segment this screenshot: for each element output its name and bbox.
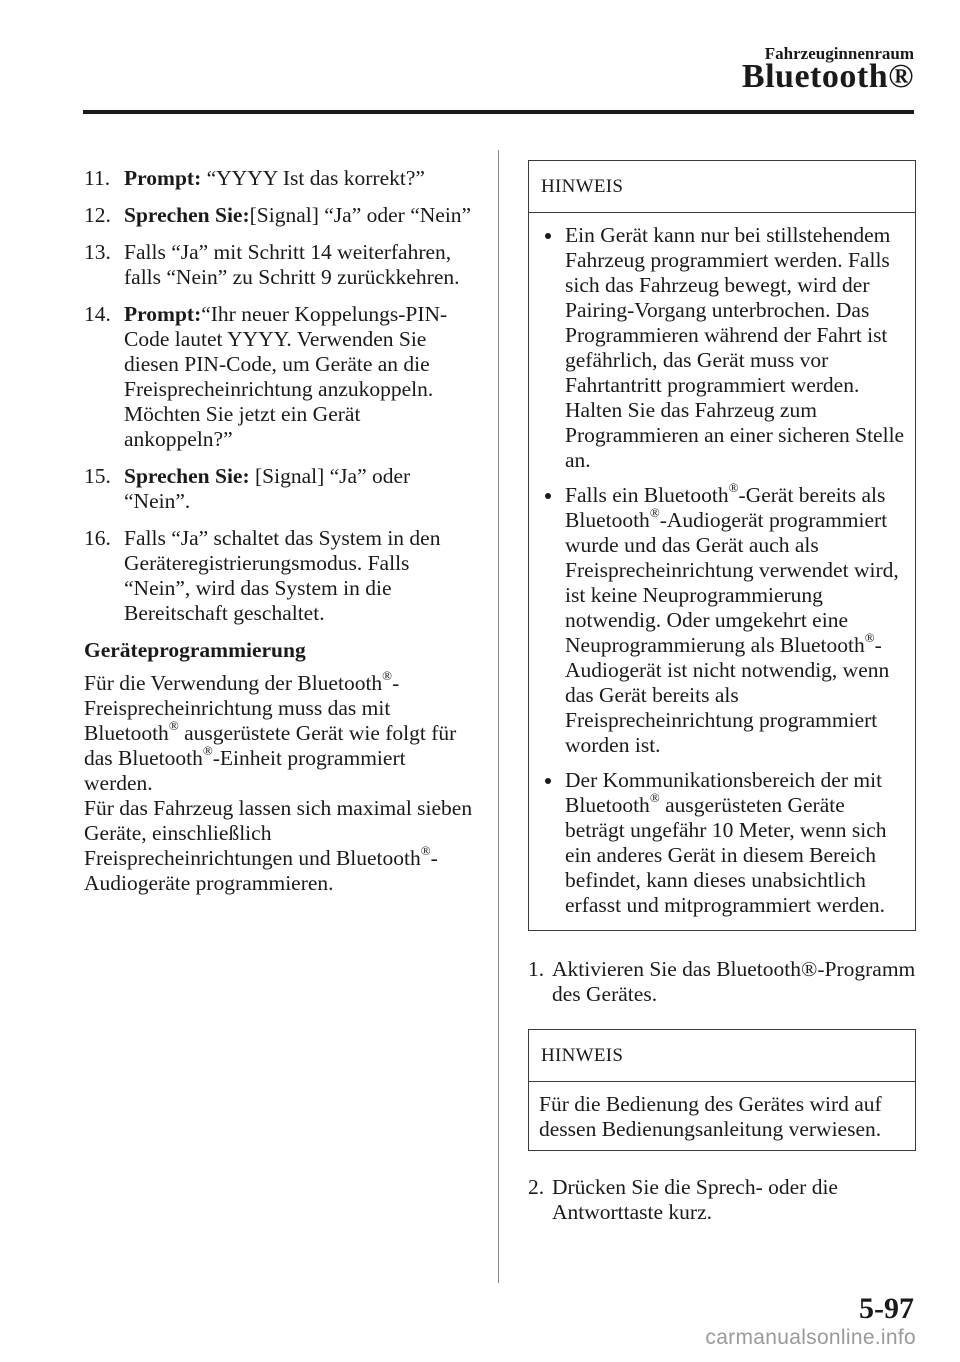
bullet-text: Der Kommunikationsbereich der mit Bluetooth bbox=[565, 768, 883, 817]
paragraph-text: -Einheit programmiert werden. bbox=[84, 746, 406, 795]
note-body bbox=[529, 213, 915, 930]
paragraph-text: ausgerüstete Gerät wie folgt für das Bluetooth bbox=[84, 721, 457, 770]
paragraph-max-devices bbox=[84, 796, 474, 896]
note-bullet bbox=[541, 768, 907, 918]
step-label: Sprechen Sie: bbox=[124, 464, 250, 488]
note-bullet bbox=[541, 479, 907, 758]
left-column bbox=[84, 166, 474, 896]
bullet-text: -Audiogerät ist nicht notwendig, wenn das Gerät bereits als Freisprecheinrichtung programmiert worden ist. bbox=[565, 633, 890, 757]
paragraph-programming bbox=[84, 667, 474, 796]
page-number: 5-97 bbox=[859, 1292, 914, 1325]
step-number: 15. bbox=[84, 464, 111, 488]
step-15 bbox=[84, 464, 474, 514]
step-label: Prompt: bbox=[124, 166, 202, 190]
registered-mark: ® bbox=[168, 717, 179, 733]
bullet-dot-icon bbox=[545, 778, 551, 784]
step-text: “Ihr neuer Koppelungs-PIN-Code lautet YYYY. Verwenden Sie diesen PIN-Code, um Geräte an die Freisprecheinrichtung anzukoppeln. Möchten Sie jetzt ein Gerät ankoppeln?” bbox=[124, 302, 448, 451]
section-heading: Geräteprogrammierung bbox=[84, 638, 306, 662]
step-number: 12. bbox=[84, 203, 111, 227]
page-title: Bluetooth® bbox=[741, 58, 914, 95]
note-box-pairing bbox=[528, 160, 916, 931]
step-12 bbox=[84, 203, 474, 228]
registered-mark: ® bbox=[202, 742, 213, 758]
step-1 bbox=[528, 957, 916, 1007]
note-bullet bbox=[541, 223, 907, 473]
step-text: [Signal] “Ja” oder “Nein” bbox=[249, 203, 472, 227]
bullet-text: -Audiogerät programmiert wurde und das Gerät auch als Freisprecheinrichtung verwendet wird, ist keine Neuprogrammierung notwendig. Oder umgekehrt eine Neuprogrammierung als Bluetooth bbox=[565, 508, 899, 657]
step-text: “YYYY Ist das korrekt?” bbox=[201, 166, 425, 190]
step-2 bbox=[528, 1175, 916, 1225]
paragraph-text: Für die Verwendung der Bluetooth bbox=[84, 671, 383, 695]
step-number: 16. bbox=[84, 526, 111, 550]
paragraph-text: -Audiogeräte programmieren. bbox=[84, 846, 438, 895]
step-text: Falls “Ja” mit Schritt 14 weiterfahren, falls “Nein” zu Schritt 9 zurückkehren. bbox=[124, 240, 460, 289]
note-box-manual bbox=[528, 1029, 916, 1151]
step-text: Falls “Ja” schaltet das System in den Geräteregistrierungsmodus. Falls “Nein”, wird das System in die Bereitschaft geschaltet. bbox=[124, 526, 441, 625]
bullet-text: Falls ein Bluetooth bbox=[565, 483, 729, 507]
bullet-dot-icon bbox=[545, 493, 551, 499]
bullet-text: ausgerüsteten Geräte beträgt ungefähr 10 Meter, wenn sich ein anderes Gerät in diesem Bereich befindet, kann dieses unabsichtlich erfasst und mitprogrammiert werden. bbox=[565, 793, 887, 917]
section-title: Fahrzeuginnenraum bbox=[764, 44, 914, 63]
bullet-text: -Gerät bereits als Bluetooth bbox=[565, 483, 886, 532]
paragraph-text: Für das Fahrzeug lassen sich maximal sieben Geräte, einschließlich Freisprecheinrichtungen und Bluetooth bbox=[84, 796, 473, 870]
step-number: 1. bbox=[528, 957, 545, 981]
bullet-text: Ein Gerät kann nur bei stillstehendem Fahrzeug programmiert werden. Falls sich das Fahrzeug bewegt, wird der Pairing-Vorgang unterbrochen. Das Programmieren während der Fahrt ist gefährlich, das Gerät muss vor Fahrtantritt programmiert werden. Halten Sie das Fahrzeug zum Programmieren an einer sicheren Stelle an. bbox=[565, 223, 905, 472]
note-heading: HINWEIS bbox=[529, 161, 915, 213]
registered-mark: ® bbox=[420, 842, 431, 858]
step-label: Sprechen Sie: bbox=[124, 203, 250, 227]
step-16 bbox=[84, 526, 474, 626]
registered-mark: ® bbox=[382, 667, 393, 683]
step-label: Prompt: bbox=[124, 302, 202, 326]
step-number: 14. bbox=[84, 302, 111, 326]
header-rule bbox=[83, 110, 914, 114]
step-11 bbox=[84, 166, 474, 191]
watermark: carmanualsonline.info bbox=[705, 1326, 916, 1349]
note-body: Für die Bedienung des Gerätes wird auf dessen Bedienungsanleitung verwiesen. bbox=[539, 1092, 882, 1141]
step-text: Drücken Sie die Sprech- oder die Antworttaste kurz. bbox=[552, 1175, 838, 1224]
registered-mark: ® bbox=[649, 789, 660, 805]
step-number: 13. bbox=[84, 240, 111, 264]
registered-mark: ® bbox=[864, 629, 875, 645]
step-14 bbox=[84, 302, 474, 452]
note-heading: HINWEIS bbox=[529, 1030, 915, 1082]
step-number: 11. bbox=[84, 166, 111, 190]
column-divider bbox=[498, 150, 499, 1283]
step-text: Aktivieren Sie das Bluetooth®-Programm des Gerätes. bbox=[552, 957, 916, 1006]
step-number: 2. bbox=[528, 1175, 545, 1199]
registered-mark: ® bbox=[728, 479, 739, 495]
bullet-dot-icon bbox=[545, 233, 551, 239]
paragraph-text: -Freisprecheinrichtung muss das mit Bluetooth bbox=[84, 671, 400, 745]
step-text: [Signal] “Ja” oder “Nein”. bbox=[124, 464, 411, 513]
registered-mark: ® bbox=[649, 504, 660, 520]
right-column bbox=[528, 160, 916, 1237]
step-13 bbox=[84, 240, 474, 290]
